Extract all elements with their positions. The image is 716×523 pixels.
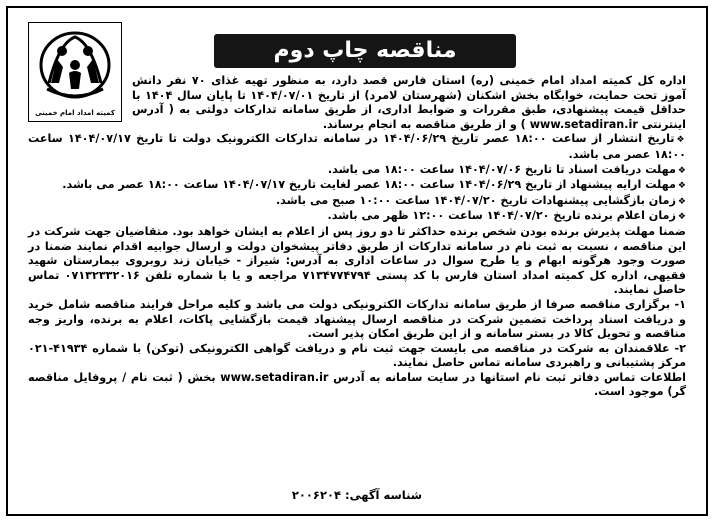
notice-body xyxy=(28,74,686,400)
intro-url: www.setadiran.ir xyxy=(529,117,638,131)
intro-paragraph xyxy=(132,74,686,132)
opening-time: ❖ زمان بازگشایی پیشنهادات تاریخ ۱۴۰۴/۰۷/۲۰ ساعت ۱۰:۰۰ صبح می باشد. xyxy=(28,194,686,210)
ad-id xyxy=(8,488,706,502)
banner-title: مناقصه چاپ دوم xyxy=(214,34,516,68)
note-1: ۱- برگزاری مناقصه صرفا از طریق سامانه تدارکات الکترونیکی دولت می باشد و کلیه مراحل فرایند مناقصه شامل خرید و دریافت اسناد پرداخت تضمین شرکت در مناقصه ارسال پیشنهاد قیمت بازگشایی پاکات، اعلام به برنده، واریز وجه مناقصه و تحویل کالا در بستر سامانه و از این طریق امکان پذیر است. xyxy=(28,297,686,341)
doc-deadline: ❖ مهلت دریافت اسناد تا تاریخ ۱۴۰۴/۰۷/۰۶ ساعت ۱۸:۰۰ می باشد. xyxy=(28,163,686,179)
offices-post: بخش ( ثبت نام / پروفایل مناقصه گر) موجود است. xyxy=(28,370,686,399)
offer-deadline: ❖ مهلت ارایه پیشنهاد از تاریخ ۱۴۰۴/۰۶/۲۹ ساعت ۱۸:۰۰ عصر لغایت تاریخ ۱۴۰۴/۰۷/۱۷ ساعت ۱۸:۰۰ عصر می باشد. xyxy=(28,178,686,194)
offices-url: www.setadiran.ir xyxy=(220,370,329,384)
note-2: ۲- علاقمندان به شرکت در مناقصه می بایست جهت ثبت نام و دریافت گواهی الکترونیکی (توکن) با شماره ۴۱۹۳۴-۰۲۱ مرکز پشتیبانی و راهبردی سامانه تماس حاصل نمایند. xyxy=(28,341,686,370)
logo-caption: کمیته امداد امام خمینی xyxy=(35,109,115,117)
tender-notice-frame xyxy=(6,6,708,516)
intro-tail: ) و از طریق مناقصه به انجام برساند. xyxy=(322,117,526,131)
offices-pre: اطلاعات تماس دفاتر ثبت نام استانها در سایت سامانه به آدرس xyxy=(333,370,686,384)
winner-time: ❖ زمان اعلام برنده تاریخ ۱۴۰۴/۰۷/۲۰ ساعت ۱۲:۰۰ ظهر می باشد. xyxy=(28,209,686,225)
ad-id-label: شناسه آگهی: xyxy=(345,488,423,502)
intro-text: اداره کل کمیته امداد امام خمینی (ره) استان فارس قصد دارد، به منظور تهیه غذای ۷۰ نفر دانش آموز تحت حمایت، خوابگاه بخش اشکنان (شهرستان لامرد) از تاریخ ۱۴۰۴/۰۷/۰۱ تا پایان سال ۱۴۰۴ با حداقل قیمت پیشنهادی، طبق مقررات و ضوابط اداری، از طریق سامانه تدارکات دولتی به ( آدرس اینترنتی xyxy=(132,74,687,131)
publish-date: ❖ تاریخ انتشار از ساعت ۱۸:۰۰ عصر تاریخ ۱۴۰۴/۰۶/۲۹ در سامانه تدارکات الکترونیک دولت تا تاریخ ۱۴۰۴/۰۷/۱۷ ساعت ۱۸:۰۰ عصر می باشد. xyxy=(28,132,686,162)
ad-id-value: ۲۰۰۶۲۰۴ xyxy=(291,488,342,502)
guarantee-paragraph: ضمنا مهلت پذیرش برنده بودن شخص برنده حداکثر تا دو روز پس از اعلام به ایشان خواهد بود. متقاضیان جهت شرکت در این مناقصه ، نسبت به ثبت نام در سامانه تدارکات از طریق دفاتر پیشخوان دولت و ارسال جوابیه اقدام نمایند ضمنا در صورت وجود هرگونه ابهام و یا طرح سوال در ساعات اداری به آدرس: شیراز - خیابان زند روبروی بیمارستان شهید فقیهی، اداره کل کمیته امداد استان فارس با کد پستی ۷۱۳۴۷۷۴۷۹۴ مراجعه و یا با شماره تلفن ۰۷۱۳۲۳۳۲۰۱۶ تماس حاصل نمایند. xyxy=(28,224,686,297)
offices-paragraph xyxy=(28,371,686,400)
